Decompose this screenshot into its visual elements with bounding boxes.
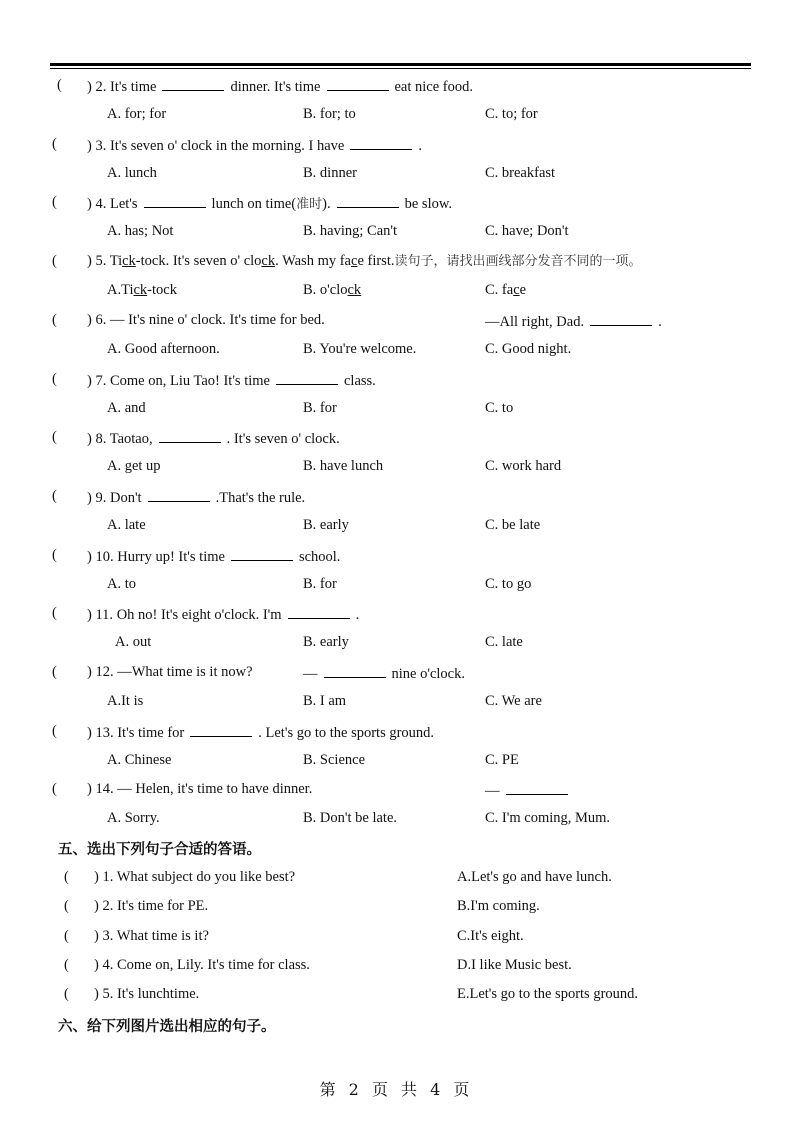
option-b[interactable] xyxy=(303,809,397,827)
text-segment: A. Chinese xyxy=(107,751,172,768)
text-segment: B. for xyxy=(303,575,337,592)
text-segment: It's seven o' clock in the morning. I have xyxy=(109,137,345,154)
question-number: 12. xyxy=(95,664,118,680)
option-a[interactable] xyxy=(107,516,146,534)
answer-paren[interactable]: ( xyxy=(52,722,57,739)
text-segment: A. get up xyxy=(107,458,161,475)
answer-blank xyxy=(144,193,206,208)
question-stem: ) 9. Don't .That's the rule. xyxy=(87,487,305,507)
chinese-text: 准时 xyxy=(296,197,323,213)
answer-blank xyxy=(148,487,210,502)
text-segment: . Wash my fa xyxy=(275,253,351,270)
question-number: 10. xyxy=(95,548,118,565)
matching-answer: D.I like Music best. xyxy=(457,956,572,973)
section-6-heading: 六、给下列图片选出相应的句子。 xyxy=(58,1019,276,1035)
question-number: 7. xyxy=(95,372,110,389)
option-c[interactable] xyxy=(485,105,538,123)
option-a[interactable] xyxy=(107,164,157,182)
text-segment: B. Don't be late. xyxy=(303,810,398,827)
question-stem-reply xyxy=(303,663,465,683)
header-rule-thin xyxy=(50,68,751,69)
underlined-letters: ck xyxy=(347,282,362,299)
answer-paren[interactable]: ( xyxy=(52,605,57,622)
matching-question: ) 2. It's time for PE. xyxy=(94,898,209,915)
question-stem: ) 12. —What time is it now? xyxy=(87,664,253,680)
text-segment: —All right, Dad. xyxy=(485,313,585,330)
answer-blank xyxy=(350,135,412,150)
text-segment: lunch on time( xyxy=(211,196,297,213)
answer-paren[interactable]: ( xyxy=(52,664,57,680)
question-number: 2. xyxy=(95,79,110,95)
option-b[interactable] xyxy=(303,105,356,123)
text-segment: Don't xyxy=(109,489,142,506)
text-segment: A. late xyxy=(107,516,146,533)
question-stem: ) 11. Oh no! It's eight o'clock. I'm . xyxy=(87,604,359,624)
page-footer: 第 2 页 共 4 页 xyxy=(319,1080,474,1099)
option-a[interactable] xyxy=(107,281,177,299)
answer-blank xyxy=(276,370,338,385)
text-segment: B. early xyxy=(303,634,349,651)
text-segment: Let's xyxy=(109,196,138,213)
section-5-heading: 五、选出下列句子合适的答语。 xyxy=(58,842,261,858)
text-segment: . xyxy=(418,137,422,154)
option-a[interactable] xyxy=(107,399,146,417)
answer-paren[interactable]: ( xyxy=(64,956,69,973)
option-b[interactable] xyxy=(303,692,346,710)
answer-paren[interactable]: ( xyxy=(52,194,57,211)
text-segment: C. be late xyxy=(485,516,541,533)
question-number: 8. xyxy=(95,431,110,448)
option-a[interactable] xyxy=(107,105,166,123)
text-segment: C. have; Don't xyxy=(485,223,569,240)
option-c[interactable] xyxy=(485,281,526,299)
option-b[interactable] xyxy=(303,575,337,593)
option-c[interactable] xyxy=(485,633,523,651)
text-segment: . xyxy=(658,313,662,330)
answer-blank xyxy=(162,76,224,91)
option-b[interactable] xyxy=(303,222,397,240)
question-stem: ) 10. Hurry up! It's time school. xyxy=(87,546,340,566)
underlined-letters: ck xyxy=(122,253,136,270)
text-segment: -tock. It's seven o' clo xyxy=(135,253,262,270)
text-segment: A.It is xyxy=(107,693,144,709)
text-segment: C. late xyxy=(485,634,523,651)
text-segment: B. having; Can't xyxy=(303,223,398,240)
question-stem: ) 5. Tick-tock. It's seven o' clock. Wash my face first.读句子，请找出画线部分发音不同的一项。 xyxy=(87,253,642,270)
text-segment: — xyxy=(303,666,318,682)
text-segment: C. We are xyxy=(485,693,542,709)
question-stem: ) 3. It's seven o' clock in the morning. I have . xyxy=(87,135,422,155)
text-segment: . It's seven o' clock. xyxy=(226,431,340,448)
question-number: 3. xyxy=(95,137,110,154)
text-segment: C. to go xyxy=(485,575,532,592)
text-segment: B. have lunch xyxy=(303,458,384,475)
text-segment: e first. xyxy=(357,253,395,270)
answer-paren[interactable]: ( xyxy=(52,311,57,328)
option-c[interactable] xyxy=(485,340,571,358)
text-segment: class. xyxy=(343,372,376,389)
option-b[interactable] xyxy=(303,399,337,417)
text-segment: — xyxy=(485,783,500,800)
text-segment: B. Science xyxy=(303,751,366,768)
answer-blank xyxy=(590,311,652,326)
text-segment: Ti xyxy=(109,253,123,270)
text-segment: A. and xyxy=(107,399,146,416)
text-segment: B. for; to xyxy=(303,106,356,122)
text-segment: B. o'clo xyxy=(303,282,348,299)
text-segment: A. Good afternoon. xyxy=(107,340,220,357)
matching-question: ) 5. It's lunchtime. xyxy=(94,986,200,1003)
option-a[interactable] xyxy=(107,222,173,240)
text-segment: . Let's go to the sports ground. xyxy=(258,724,435,741)
text-segment: ). xyxy=(322,196,331,213)
question-stem: ) 6. — It's nine o' clock. It's time for bed. xyxy=(87,311,325,328)
option-a[interactable] xyxy=(107,340,220,358)
text-segment: eat nice food. xyxy=(394,79,474,95)
option-a[interactable] xyxy=(107,457,161,475)
option-a[interactable] xyxy=(107,809,160,827)
option-c[interactable] xyxy=(485,575,531,593)
answer-paren[interactable]: ( xyxy=(52,781,57,798)
question-number: 4. xyxy=(95,196,110,213)
option-b[interactable] xyxy=(303,633,349,651)
answer-paren[interactable]: ( xyxy=(52,487,57,504)
answer-paren[interactable]: ( xyxy=(52,370,57,387)
text-segment: B. for xyxy=(303,399,337,416)
text-segment: A. to xyxy=(107,575,136,592)
answer-blank xyxy=(506,780,568,795)
option-c[interactable] xyxy=(485,222,569,240)
question-stem-reply xyxy=(485,311,662,331)
matching-answer: A.Let's go and have lunch. xyxy=(457,869,612,885)
answer-paren[interactable]: ( xyxy=(64,927,69,944)
answer-blank xyxy=(159,428,221,443)
answer-paren[interactable]: ( xyxy=(52,429,57,446)
text-segment: A. for; for xyxy=(107,106,167,122)
question-stem: ) 8. Taotao, . It's seven o' clock. xyxy=(87,428,340,448)
option-a[interactable] xyxy=(107,692,143,710)
text-segment: A. has; Not xyxy=(107,223,174,240)
text-segment: C. to; for xyxy=(485,106,538,122)
text-segment: dinner. It's time xyxy=(230,79,321,95)
text-segment: e xyxy=(519,282,527,299)
option-b[interactable] xyxy=(303,516,349,534)
option-b[interactable] xyxy=(303,281,361,299)
matching-answer: B.I'm coming. xyxy=(457,898,540,915)
question-stem: ) 14. — Helen, it's time to have dinner. xyxy=(87,781,313,798)
underlined-letters: c xyxy=(351,253,358,270)
question-number: 13. xyxy=(95,724,118,741)
option-c[interactable] xyxy=(485,457,561,475)
answer-blank xyxy=(337,193,399,208)
matching-answer: C.It's eight. xyxy=(457,927,524,944)
text-segment: — It's nine o' clock. It's time for bed. xyxy=(109,311,325,328)
text-segment: A. lunch xyxy=(107,164,157,181)
option-b[interactable] xyxy=(303,164,357,182)
chinese-text: 读句子，请找出画线部分发音不同的一项。 xyxy=(394,254,642,270)
underlined-letters: ck xyxy=(261,253,276,270)
option-c[interactable] xyxy=(485,692,542,710)
answer-paren[interactable]: ( xyxy=(64,898,69,915)
text-segment: school. xyxy=(298,548,341,565)
text-segment: . xyxy=(355,607,360,624)
text-segment: .That's the rule. xyxy=(215,489,306,506)
text-segment: — Helen, it's time to have dinner. xyxy=(117,781,313,798)
text-segment: Come on, Liu Tao! It's time xyxy=(109,372,270,389)
text-segment: It's time for xyxy=(117,724,185,741)
text-segment: B. early xyxy=(303,516,349,533)
answer-paren[interactable]: ( xyxy=(52,546,57,563)
text-segment: C. PE xyxy=(485,751,519,768)
text-segment: C. work hard xyxy=(485,458,562,475)
text-segment: C. I'm coming, Mum. xyxy=(485,810,611,827)
text-segment: B. I am xyxy=(303,693,347,709)
answer-paren[interactable]: ( xyxy=(52,253,57,270)
question-stem-reply xyxy=(485,780,574,800)
answer-paren[interactable]: ( xyxy=(52,135,57,152)
question-stem: ) 2. It's time dinner. It's time eat nice food. xyxy=(87,76,473,96)
option-b[interactable] xyxy=(303,751,365,769)
option-b[interactable] xyxy=(303,457,383,475)
answer-blank xyxy=(190,722,252,737)
text-segment: A. Sorry. xyxy=(107,810,160,827)
matching-question: ) 4. Come on, Lily. It's time for class. xyxy=(94,956,310,973)
question-number: 6. xyxy=(95,311,110,328)
question-number: 9. xyxy=(95,489,110,506)
question-stem: ) 7. Come on, Liu Tao! It's time class. xyxy=(87,370,376,390)
text-segment: Taotao, xyxy=(109,431,153,448)
option-c[interactable] xyxy=(485,399,513,417)
text-segment: nine o'clock. xyxy=(391,666,465,682)
question-number: 11. xyxy=(95,607,117,624)
option-a[interactable] xyxy=(107,751,171,769)
text-segment: -tock xyxy=(147,282,177,299)
text-segment: Oh no! It's eight o'clock. I'm xyxy=(116,607,282,624)
text-segment: be slow. xyxy=(404,196,452,213)
text-segment: B. dinner xyxy=(303,164,357,181)
option-c[interactable] xyxy=(485,516,540,534)
text-segment: C. to xyxy=(485,399,514,416)
answer-paren[interactable]: ( xyxy=(64,986,69,1003)
answer-blank xyxy=(231,546,293,561)
header-rule-thick xyxy=(50,63,751,66)
text-segment: It's time xyxy=(109,79,157,95)
underlined-letters: ck xyxy=(133,282,148,299)
matching-question: ) 1. What subject do you like best? xyxy=(94,869,296,885)
text-segment: Hurry up! It's time xyxy=(117,548,225,565)
matching-answer: E.Let's go to the sports ground. xyxy=(457,986,639,1003)
option-c[interactable] xyxy=(485,751,519,769)
answer-blank xyxy=(288,604,350,619)
question-stem: ) 13. It's time for . Let's go to the sports ground. xyxy=(87,722,434,742)
option-c[interactable] xyxy=(485,809,610,827)
text-segment: C. breakfast xyxy=(485,164,556,181)
answer-blank xyxy=(324,663,386,678)
option-b[interactable] xyxy=(303,340,416,358)
option-a[interactable] xyxy=(115,633,151,651)
underlined-letters: c xyxy=(513,282,520,299)
answer-paren[interactable]: ( xyxy=(64,869,69,885)
question-number: 5. xyxy=(95,253,110,270)
text-segment: A.Ti xyxy=(107,282,134,299)
option-a[interactable] xyxy=(107,575,136,593)
text-segment: C. fa xyxy=(485,282,514,299)
text-segment: B. You're welcome. xyxy=(303,340,417,357)
text-segment: A. out xyxy=(115,634,152,651)
question-stem: ) 4. Let's lunch on time(准时). be slow. xyxy=(87,193,452,214)
answer-paren[interactable]: ( xyxy=(57,77,62,93)
text-segment: —What time is it now? xyxy=(117,664,253,680)
text-segment: C. Good night. xyxy=(485,340,572,357)
matching-question: ) 3. What time is it? xyxy=(94,927,209,944)
question-number: 14. xyxy=(95,781,118,798)
answer-blank xyxy=(327,76,389,91)
option-c[interactable] xyxy=(485,164,555,182)
